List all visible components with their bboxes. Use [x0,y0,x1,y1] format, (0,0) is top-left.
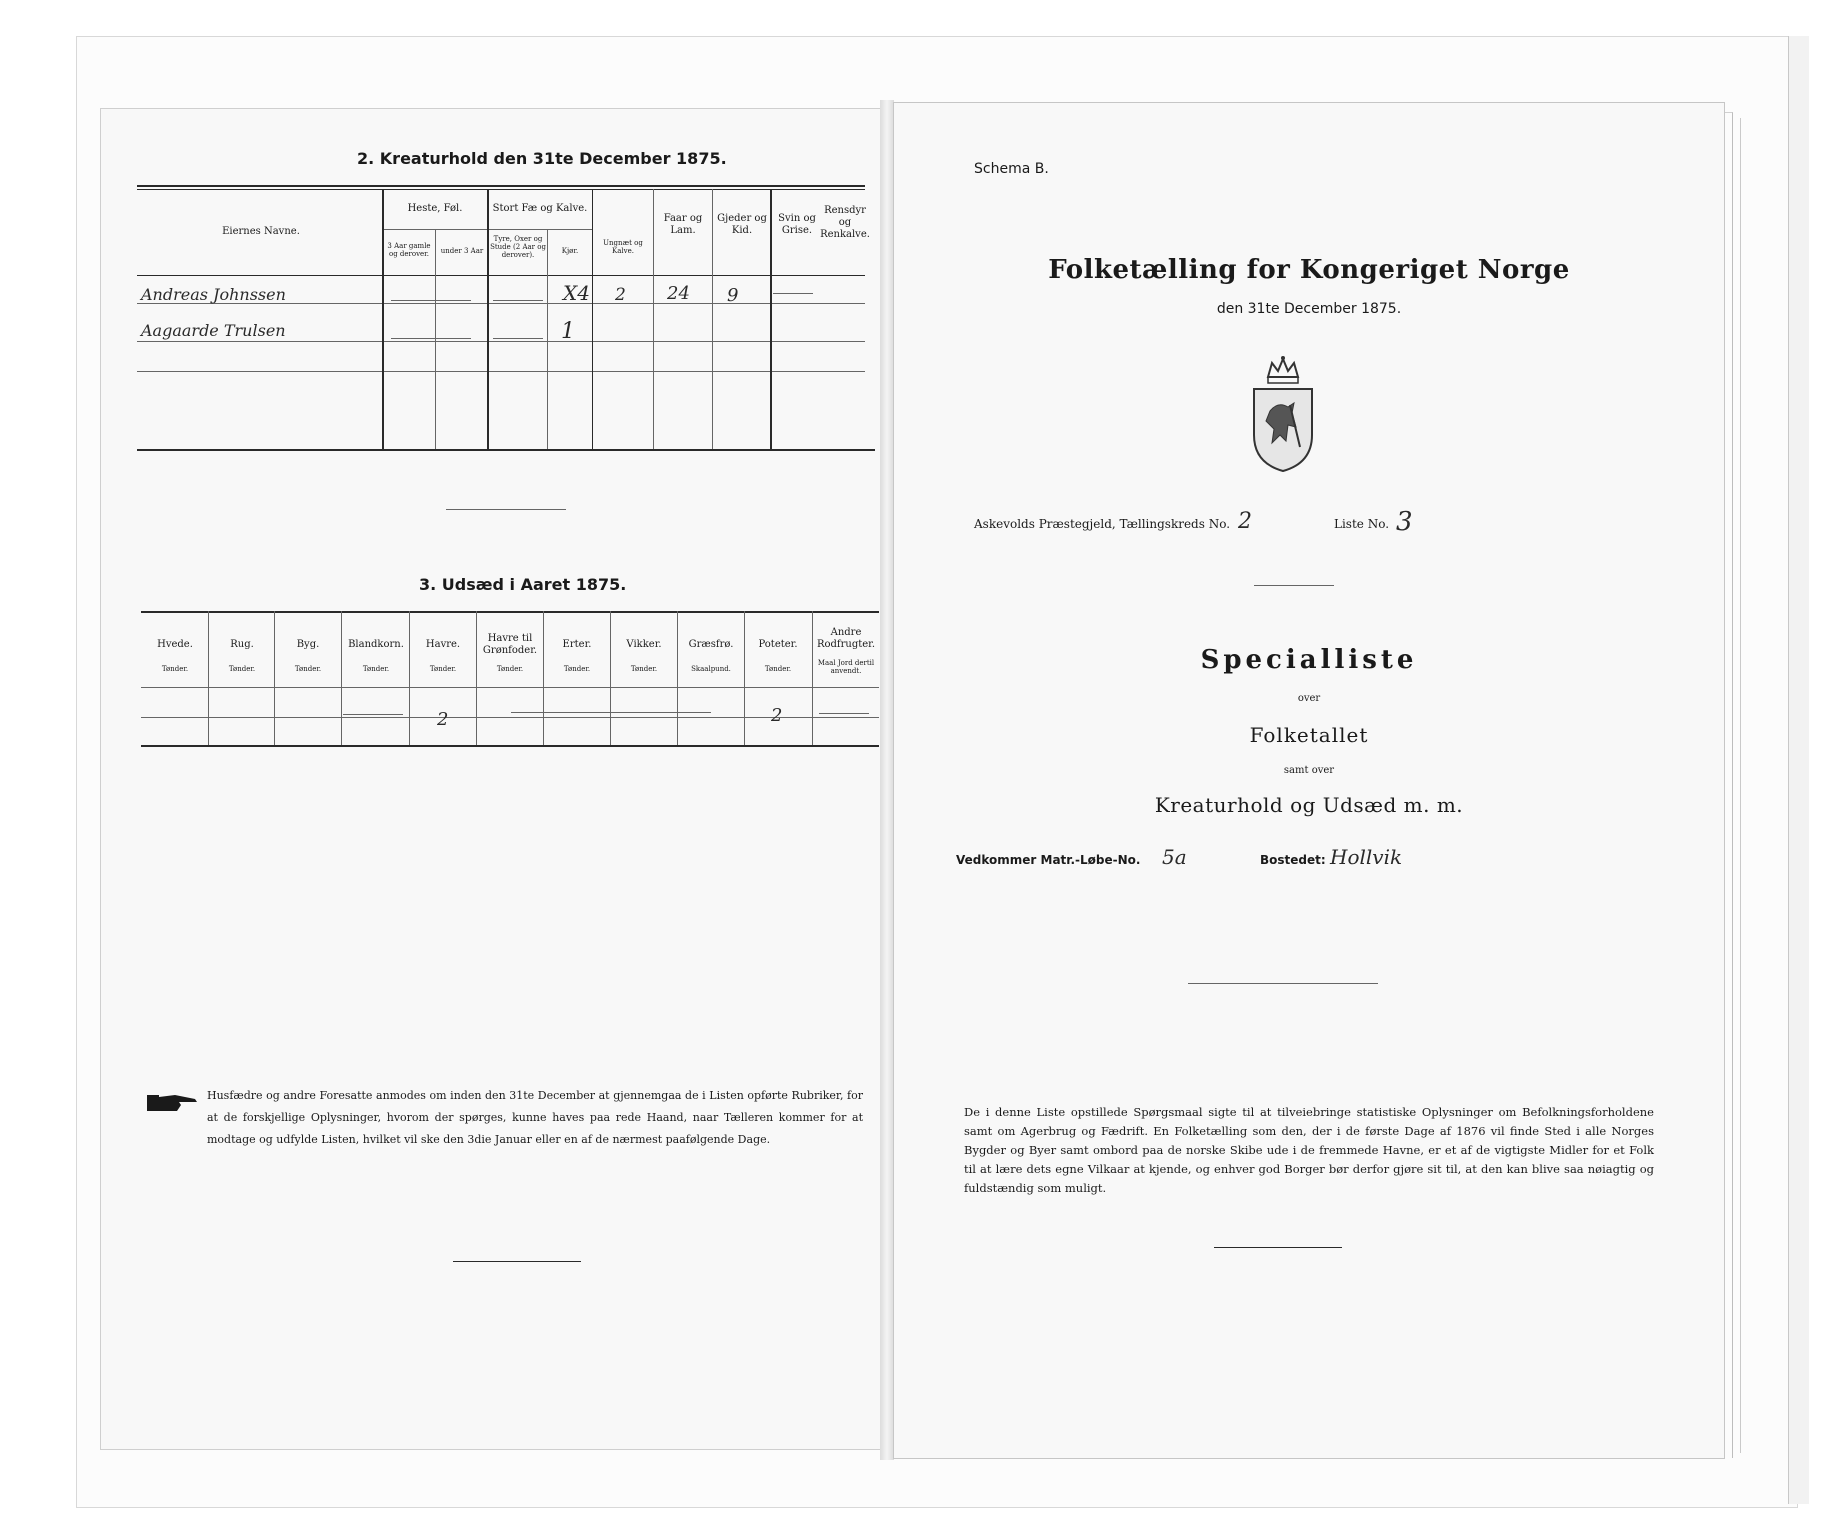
sowing-unit-oats: Tønder. [429,665,457,673]
matr-label: Vedkommer Matr.-Løbe-No. [956,853,1141,867]
sowing-value-oats: 2 [437,709,449,730]
list-number: 3 [1396,507,1413,537]
bosted-label: Bostedet: [1260,853,1326,867]
book-edge [1788,36,1809,1504]
sowing-col-vetch: Vikker. [626,639,662,650]
schema-label: Schema B. [974,161,1049,177]
sowing-col-wheat: Hvede. [157,639,193,650]
sowing-col-oats: Havre. [425,639,461,650]
sowing-col-mixed: Blandkorn. [348,639,404,650]
sowing-col-grass-seed: Græsfrø. [688,639,734,650]
sowing-unit-barley: Tønder. [294,665,322,673]
info-paragraph: De i denne Liste opstillede Spørgsmaal sigte til at tilveiebringe statistiske Oplysninger om Befolkningsforholdene samt om Agerbrug og Fædrift. En Folketælling som den, der i de første Dage af 1876 vil finde Sted i alle Norges Bygder og Byer samt ombord paa de norske Skibe ude i de fremmede Havne, er et af de vigtigste Midler for et Folk til at lære dets egne Vilkaar at kjende, og enhver god Borger bør derfor gjøre sit til, at den kan blive saa nøiagtig og fuldstændig som muligt. [964,1105,1654,1195]
sowing-unit-green-oats: Tønder. [496,665,524,673]
sowing-unit-grass-seed: Skaalpund. [691,665,731,673]
sowing-col-green-oats: Havre til Grønfoder. [482,633,538,656]
col-sheep: Faar og Lam. [663,213,703,236]
book-spine [880,100,894,1460]
sowing-unit-mixed: Tønder. [362,665,390,673]
left-page [100,108,882,1450]
col-goats: Gjeder og Kid. [717,213,767,236]
col-horses-adult: 3 Aar gamle og derover. [387,242,431,258]
owner-name-2: Aagaarde Trulsen [141,321,286,340]
folketallet-text: Folketallet [1249,723,1369,747]
sowing-col-barley: Byg. [296,639,320,650]
sowing-title: 3. Udsæd i Aaret 1875. [419,575,627,594]
district-label: Askevolds Præstegjeld, Tællingskreds No. [974,517,1231,531]
sheep-row-1: 24 [667,283,690,304]
livestock-title: 2. Kreaturhold den 31te December 1875. [357,149,727,168]
census-title: Folketælling for Kongeriget Norge [1048,255,1570,285]
col-young-cattle: Ungnæt og Kalve. [603,239,643,255]
bosted-name: Hollvik [1330,845,1403,869]
owner-name-1: Andreas Johnssen [141,285,286,304]
col-horses-young: under 3 Aar [440,247,484,255]
sowing-unit-potatoes: Tønder. [764,665,792,673]
sowing-unit-rye: Tønder. [228,665,256,673]
sowing-unit-wheat: Tønder. [161,665,189,673]
sowing-unit-peas: Tønder. [563,665,591,673]
matr-number: 5a [1162,845,1187,869]
col-cows: Kjør. [561,247,579,255]
col-bulls: Tyre, Oxer og Stude (2 Aar og derover). [490,235,546,259]
sowing-col-rye: Rug. [230,639,254,650]
specialliste-heading: Specialliste [1200,645,1418,675]
cows-row-2: 1 [561,319,575,344]
sowing-unit-vetch: Tønder. [630,665,658,673]
goats-row-1: 9 [727,285,739,306]
sowing-col-potatoes: Poteter. [758,639,798,650]
col-reindeer: Rensdyr og Renkalve. [820,205,870,240]
pointing-hand-icon [145,1089,201,1117]
young-cattle-row-1: 2 [615,285,626,305]
cows-row-1: X4 [563,281,590,305]
name-header: Eiernes Navne. [222,226,300,237]
sowing-col-peas: Erter. [562,639,592,650]
cattle-group-header: Stort Fæ og Kalve. [492,203,588,214]
district-number: 2 [1238,509,1252,534]
samt-over-text: samt over [1283,765,1335,776]
census-date: den 31te December 1875. [1216,301,1402,317]
horses-group-header: Heste, Føl. [407,203,463,214]
right-page [893,102,1725,1459]
list-label: Liste No. [1334,517,1390,531]
coat-of-arms-icon [1248,355,1318,475]
sowing-unit-other-roots: Maal Jord dertil anvendt. [817,659,875,675]
kreaturhold-text: Kreaturhold og Udsæd m. m. [1154,793,1464,817]
sowing-value-potatoes: 2 [771,705,783,726]
sowing-col-other-roots: Andre Rodfrugter. [816,627,876,650]
over-text: over [1297,693,1321,704]
notice-text: Husfædre og andre Foresatte anmodes om inden den 31te December at gjennemgaa de i Listen opførte Rubriker, for at de forskjellige Oplysninger, hvorom der spørges, kunne haves paa rede Haand, naar Tælleren kommer for at modtage og udfylde Listen, hvilket vil ske den 3die Januar eller en af de nærmest paafølgende Dage. [207,1089,863,1146]
col-pigs: Svin og Grise. [778,213,816,236]
